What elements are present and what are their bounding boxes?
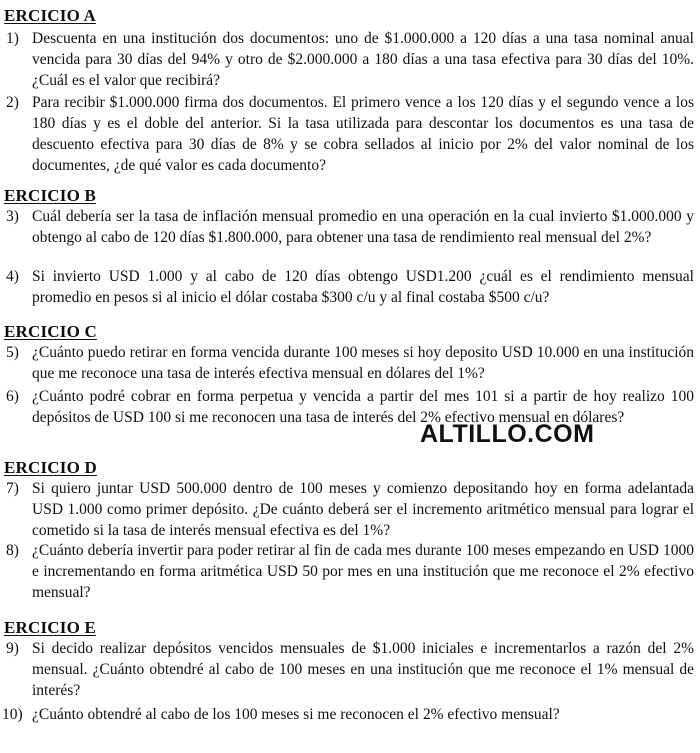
- exercise-number: 3): [6, 208, 19, 225]
- section-heading: ERCICIO E: [4, 618, 97, 637]
- exercise-number: 7): [6, 480, 19, 497]
- exercise-text: Si invierto USD 1.000 y al cabo de 120 días obtengo USD1.200 ¿cuál es el rendimiento mensual promedio en pesos si al inicio el dólar costaba $300 c/u y al final costaba $500 c/u?: [32, 268, 694, 306]
- exercise-text: Si quiero juntar USD 500.000 dentro de 100 meses y comienzo depositando hoy en forma adelantada USD 1.000 como primer depósito. ¿De cuánto deberá ser el incremento aritmético mensual para lograr el cometido si la tasa de interés mensual efectiva es del 1%?: [32, 480, 694, 539]
- exercise-text: ¿Cuánto puedo retirar en forma vencida durante 100 meses si hoy deposito USD 10.000 en una institución que me reconoce una tasa de interés efectiva mensual en dólares del 1%?: [32, 344, 694, 382]
- exercise-number: 5): [6, 344, 19, 361]
- exercise-text: ¿Cuánto podré cobrar en forma perpetua y vencida a partir del mes 101 si a partir de hoy realizo 100 depósitos de USD 100 si me reconocen una tasa de interés del 2% efectivo mensual en dólares?: [32, 388, 694, 426]
- section-heading: ERCICIO A: [4, 6, 97, 25]
- section-heading: ERCICIO D: [4, 458, 97, 477]
- exercise-number: 9): [6, 640, 19, 657]
- exercise-text: Si decido realizar depósitos vencidos mensuales de $1.000 iniciales e incrementarlos a razón del 2% mensual. ¿Cuánto obtendré al cabo de 100 meses en una institución que me reconoce el 1% mensual de interés?: [32, 640, 694, 699]
- exercise-number: 6): [6, 388, 19, 405]
- watermark-logo: ALTILLO.COM: [420, 420, 595, 448]
- exercise-text: Descuenta en una institución dos documentos: uno de $1.000.000 a 120 días a una tasa nominal anual vencida para 30 días del 94% y otro de $2.000.000 a 180 días a una tasa efectiva para 30 días del 10%. ¿Cuál es el valor que recibirá?: [32, 30, 694, 89]
- exercise-number: 4): [6, 268, 19, 285]
- exercise-number: 1): [6, 30, 19, 47]
- exercise-number: 8): [6, 542, 19, 559]
- exercise-text: Cuál debería ser la tasa de inflación mensual promedio en una operación en la cual invierto $1.000.000 y obtengo al cabo de 120 días $1.800.000, para obtener una tasa de rendimiento real mensual del 2%?: [32, 208, 694, 246]
- exercise-number: 10): [2, 706, 23, 723]
- section-heading: ERCICIO B: [4, 186, 97, 205]
- section-heading: ERCICIO C: [4, 322, 97, 341]
- exercise-text: ¿Cuánto debería invertir para poder retirar al fin de cada mes durante 100 meses empezando en USD 1000 e incrementando en forma aritmética USD 50 por mes en una institución que me reconoce el 2% efectivo mensual?: [32, 542, 694, 601]
- exercise-number: 2): [6, 94, 19, 111]
- exercise-text: ¿Cuánto obtendré al cabo de los 100 meses si me reconocen el 2% efectivo mensual?: [32, 706, 560, 723]
- exercise-text: Para recibir $1.000.000 firma dos documentos. El primero vence a los 120 días y el segundo vence a los 180 días y es el doble del anterior. Si la tasa utilizada para descontar los documentos es una tasa de descuento efectiva para 30 días de 8% y se cobra sellados al inicio por 2% del valor nominal de los documentes, ¿de qué valor es cada documento?: [32, 94, 694, 174]
